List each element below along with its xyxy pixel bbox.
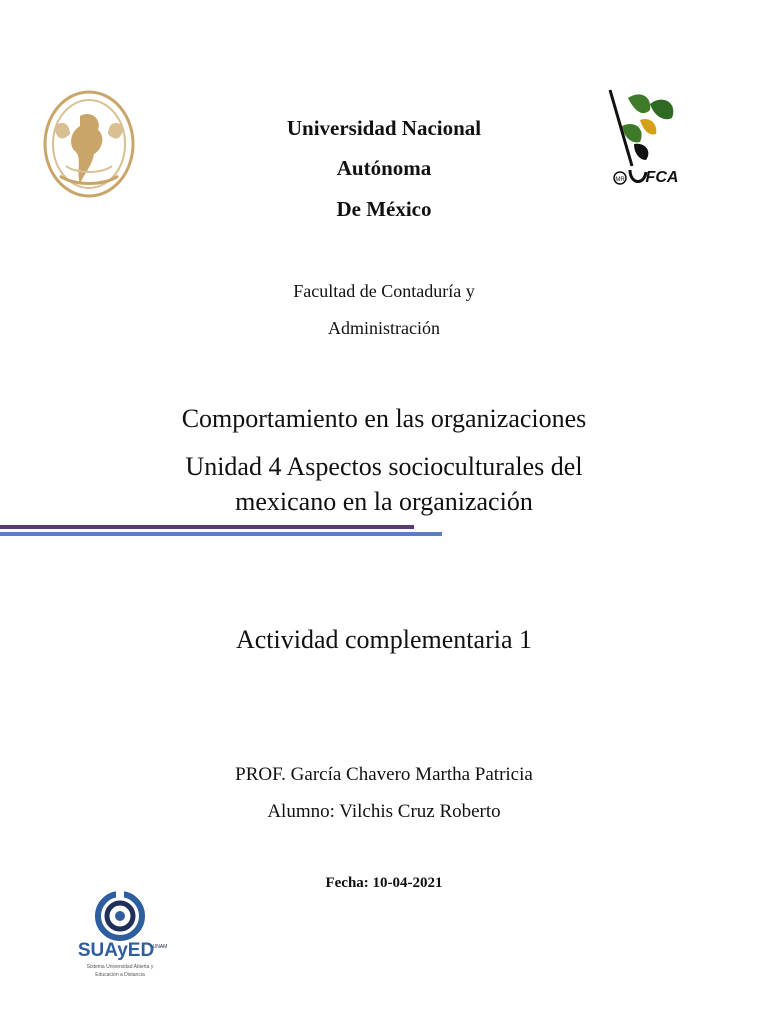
unit-title-line-1: Unidad 4 Aspectos socioculturales del xyxy=(185,452,583,481)
student-name: Alumno: Vilchis Cruz Roberto xyxy=(267,801,501,822)
divider-purple xyxy=(0,525,414,529)
suayed-caption-2: Educación a Distancia xyxy=(95,972,145,978)
unit-title-line-2: mexicano en la organización xyxy=(235,487,533,516)
faculty-line-1: Facultad de Contaduría y xyxy=(293,281,475,301)
faculty-line-2: Administración xyxy=(328,318,440,338)
suayed-logo-text: SUAyED xyxy=(77,940,155,961)
divider-blue xyxy=(0,532,442,536)
suayed-logo-icon xyxy=(76,888,168,984)
university-name-line-1: Universidad Nacional xyxy=(286,116,482,140)
suayed-caption-1: Sistema Universidad Abierta y xyxy=(86,964,154,970)
fca-logo-text: FCA xyxy=(645,169,679,186)
course-title: Comportamiento en las organizaciones xyxy=(181,404,587,433)
professor-name: PROF. García Chavero Martha Patricia xyxy=(235,764,533,785)
university-name-line-2: Autónoma xyxy=(336,156,432,180)
activity-title: Actividad complementaria 1 xyxy=(235,625,532,654)
suayed-unam-text: UNAM xyxy=(152,944,168,950)
fca-badge-text: MR xyxy=(615,177,625,183)
university-name-line-3: De México xyxy=(336,197,432,221)
unam-seal-icon xyxy=(40,88,138,200)
document-date: Fecha: 10-04-2021 xyxy=(325,875,443,891)
